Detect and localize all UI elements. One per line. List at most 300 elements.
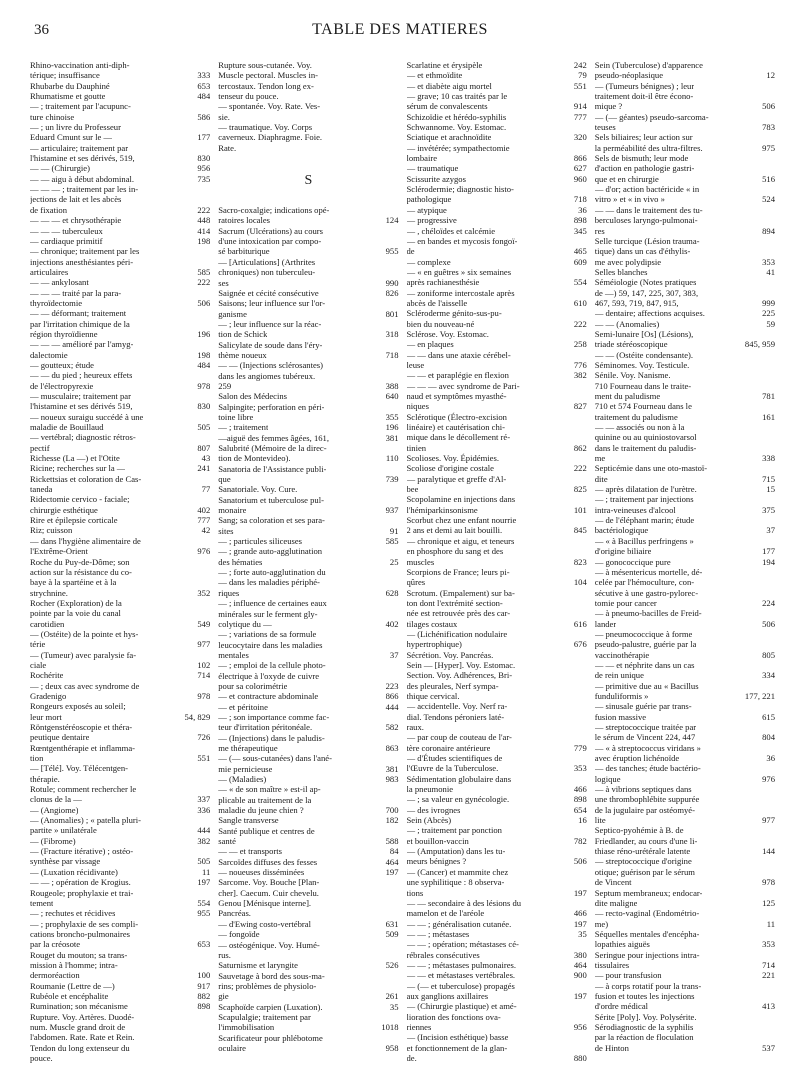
index-entry	[407, 567, 587, 577]
entry-text: Scléroderme génito-sus-pu-	[406, 308, 502, 319]
index-entry	[407, 836, 587, 846]
entry-page: 586	[197, 111, 211, 122]
entry-text: — (Tumeur) avec paralysie fa-	[30, 649, 137, 660]
entry-page: 777	[197, 515, 211, 526]
index-entry	[407, 960, 587, 970]
index-entry	[595, 515, 775, 525]
entry-page: 526	[385, 960, 399, 971]
entry-page: 715	[762, 473, 775, 484]
entry-text: — goutteux; étude	[30, 359, 94, 370]
index-entry	[595, 1043, 775, 1053]
entry-text: bactériologique	[594, 525, 649, 536]
entry-page: 777	[573, 111, 587, 122]
entry-page: 845	[573, 525, 587, 536]
entry-text: Selle turcique (Lésion trauma-	[594, 235, 700, 246]
entry-text: tissulaires	[594, 959, 630, 970]
entry-text: — (Chirurgie plastique) et amé-	[406, 1001, 517, 1012]
index-entry	[407, 412, 587, 422]
index-entry	[407, 257, 587, 267]
index-entry	[218, 805, 398, 815]
entry-text: qûres	[406, 577, 426, 588]
entry-text: — à mésentericus mortelle, dé-	[594, 566, 703, 577]
index-entry	[30, 494, 210, 504]
entry-text: Sécrétion. Voy. Pancréas.	[406, 649, 494, 660]
index-entry	[30, 484, 210, 494]
index-entry	[407, 370, 587, 380]
entry-page: 194	[762, 556, 775, 567]
index-entry	[30, 81, 210, 91]
index-entry	[30, 370, 210, 380]
entry-text: mie pernicieuse	[218, 763, 273, 774]
index-entry	[595, 836, 775, 846]
index-entry	[407, 381, 587, 391]
entry-text: fusion massive	[594, 711, 647, 722]
entry-text: toine libre	[218, 411, 254, 422]
index-entry	[218, 402, 398, 412]
entry-text: de Hinton	[594, 1042, 629, 1053]
entry-text: Rotule; comment rechercher le	[30, 784, 137, 795]
entry-text: logique	[594, 773, 621, 784]
index-entry	[595, 970, 775, 980]
entry-page: 506	[762, 101, 775, 112]
entry-text: ciale	[30, 659, 47, 670]
index-entry	[407, 267, 587, 277]
entry-page: 222	[197, 204, 211, 215]
entry-page: 585	[385, 536, 399, 547]
index-entry	[407, 660, 587, 670]
entry-page: 413	[762, 1001, 775, 1012]
index-entry	[218, 877, 398, 887]
entry-text: térique; insuffisance	[30, 70, 100, 81]
index-entry	[407, 391, 587, 401]
index-entry	[30, 298, 210, 308]
entry-page: 466	[573, 784, 587, 795]
entry-page: 960	[573, 173, 587, 184]
entry-page: 381	[385, 432, 399, 443]
index-entry	[407, 226, 587, 236]
entry-text: teur d'irritation péritonéale.	[218, 722, 313, 733]
entry-text: — — — ; traitement par les in-	[30, 184, 139, 195]
entry-text: l'hémiparkinsonisme	[406, 504, 478, 515]
page-title: TABLE DES MATIERES	[312, 21, 488, 38]
entry-text: muscles	[406, 556, 435, 567]
entry-text: Gradenigo	[30, 690, 67, 701]
entry-text: dite	[594, 473, 608, 484]
entry-text: — (— et tuberculose) propagés	[406, 980, 515, 991]
entry-page: 196	[385, 422, 399, 433]
index-entry	[595, 701, 775, 711]
entry-text: — (Maladies)	[218, 774, 267, 784]
index-entry	[218, 205, 398, 215]
index-entry	[595, 888, 775, 898]
index-entry	[407, 546, 587, 556]
entry-page: 700	[385, 805, 399, 816]
index-entry	[30, 350, 210, 360]
index-entry	[407, 484, 587, 494]
index-entry	[595, 567, 775, 577]
index-entry	[407, 629, 587, 639]
index-entry	[407, 588, 587, 598]
index-entry	[30, 670, 210, 680]
index-entry	[595, 991, 775, 1001]
index-entry	[218, 764, 398, 774]
index-entry	[218, 381, 398, 391]
index-entry	[595, 919, 775, 929]
index-entry	[407, 184, 587, 194]
entry-text: mique dans le décollement ré-	[406, 432, 511, 443]
index-entry	[218, 960, 398, 970]
index-entry	[407, 1012, 587, 1022]
index-entry	[595, 308, 775, 318]
index-entry	[595, 670, 775, 680]
index-entry	[218, 329, 398, 339]
entry-text: — et diabète aigu mortel	[406, 80, 492, 91]
index-entry	[407, 608, 587, 618]
entry-text: — — et transports	[218, 846, 282, 857]
index-entry	[407, 505, 587, 515]
index-entry	[407, 525, 587, 535]
entry-text: sé barbiturique	[218, 246, 270, 257]
index-entry	[218, 81, 398, 91]
entry-text: tère coronaire antérieure	[406, 742, 491, 753]
entry-text: Sénile. Voy. Nanisme.	[594, 370, 671, 381]
index-entry	[218, 588, 398, 598]
entry-text: — « en guêtres » six semaines	[406, 266, 512, 277]
index-entry	[218, 836, 398, 846]
index-entry	[407, 598, 587, 608]
entry-page: 41	[766, 266, 775, 277]
index-entry	[407, 432, 587, 442]
entry-text: — (Tumeurs bénignes) ; leur	[594, 80, 695, 91]
index-entry	[407, 722, 587, 732]
index-entry	[30, 515, 210, 525]
index-entry	[407, 712, 587, 722]
entry-text: pathologique	[406, 194, 452, 205]
entry-page: 830	[197, 153, 211, 164]
entry-page: 718	[385, 349, 399, 360]
index-entry	[407, 557, 587, 567]
entry-text: — [Articulations] (Arthrites	[218, 256, 316, 267]
index-entry	[595, 681, 775, 691]
index-entry	[218, 671, 398, 681]
index-entry	[595, 753, 775, 763]
index-entry	[218, 1033, 398, 1043]
index-entry	[595, 856, 775, 866]
index-entry	[218, 950, 398, 960]
entry-text: — — du pied ; heureux effets	[30, 370, 133, 381]
entry-text: de la jugulaire par ostéomyé-	[594, 804, 695, 815]
index-column-2	[218, 60, 398, 1065]
entry-text: vaccinothérapie	[594, 649, 650, 660]
index-entry	[218, 795, 398, 805]
entry-page: 196	[197, 328, 211, 339]
entry-page: 978	[197, 380, 211, 391]
index-entry	[407, 143, 587, 153]
entry-page: 84	[389, 846, 399, 857]
entry-text: 710 Fourneau dans le traite-	[594, 380, 692, 391]
entry-text: la pneumonie	[406, 784, 454, 795]
index-entry	[595, 381, 775, 391]
entry-text: Sein (Abcès)	[406, 815, 452, 826]
index-entry	[595, 505, 775, 515]
entry-text: dalectomie	[30, 349, 68, 360]
entry-text: injections anesthésiantes péri-	[30, 256, 134, 267]
index-entry	[595, 743, 775, 753]
index-entry	[218, 536, 398, 546]
entry-page: 676	[573, 639, 587, 650]
index-entry	[595, 712, 775, 722]
entry-text: — — secondaire à des lésions du	[406, 897, 522, 908]
index-entry	[30, 163, 210, 173]
entry-text: — d'Études scientifiques de	[406, 753, 503, 764]
index-entry	[407, 753, 587, 763]
entry-page: 506	[573, 856, 587, 867]
entry-text: — — (Anomalies)	[594, 318, 660, 329]
index-entry	[595, 898, 775, 908]
entry-text: Salon des Médecins	[218, 391, 287, 402]
index-entry	[407, 70, 587, 80]
entry-text: mission à l'homme; intra-	[30, 959, 118, 970]
entry-text: — à corps rotatif pour la trans-	[594, 980, 702, 991]
entry-text: Schwannome. Voy. Estomac.	[406, 122, 507, 133]
index-entry	[30, 1001, 210, 1011]
index-entry	[30, 60, 210, 70]
index-entry	[218, 236, 398, 246]
index-entry	[407, 1032, 587, 1042]
index-entry	[218, 567, 398, 577]
index-entry	[595, 215, 775, 225]
entry-page: 956	[573, 1021, 587, 1032]
index-entry	[30, 567, 210, 577]
entry-page: 999	[762, 297, 775, 308]
entry-page: 653	[197, 80, 211, 91]
entry-page: 77	[201, 484, 211, 495]
entry-text: gie	[218, 991, 229, 1002]
index-entry	[30, 877, 210, 887]
index-entry	[30, 215, 210, 225]
entry-page: 223	[385, 680, 399, 691]
entry-page: 16	[578, 815, 587, 826]
entry-page: 866	[573, 153, 587, 164]
index-entry	[407, 691, 587, 701]
index-entry	[30, 784, 210, 794]
entry-page: 464	[385, 856, 399, 867]
index-entry	[30, 536, 210, 546]
entry-text: par la créosote	[30, 939, 81, 950]
index-entry	[407, 298, 587, 308]
entry-text: Pancréas.	[218, 908, 251, 919]
entry-text: Scapulalgie; traitement par	[218, 1011, 311, 1022]
entry-text: — ; traitement par injections	[594, 494, 694, 505]
entry-text: des hématies	[218, 556, 263, 567]
index-entry	[30, 763, 210, 773]
index-entry	[595, 763, 775, 773]
index-entry	[30, 401, 210, 411]
entry-page: 336	[197, 804, 211, 815]
entry-page: 144	[762, 846, 775, 857]
index-entry	[595, 288, 775, 298]
entry-text: Rubéole et encéphalite	[30, 990, 109, 1001]
index-entry	[30, 991, 210, 1001]
index-entry	[30, 815, 210, 825]
entry-text: — grave; 10 cas traités par le	[406, 91, 508, 102]
entry-text: d'ordre médical	[594, 1001, 649, 1012]
index-entry	[218, 733, 398, 743]
entry-page: 537	[762, 1042, 775, 1053]
entry-text: Sanatorium et tuberculose pul-	[218, 494, 324, 505]
entry-page: 318	[385, 329, 399, 340]
entry-page: 718	[573, 194, 587, 205]
index-entry	[218, 815, 398, 825]
entry-text: sécutive à une gastro-pylorec-	[594, 587, 699, 598]
entry-text: Scrotum. (Empalement) sur ba-	[406, 587, 515, 598]
index-entry	[407, 639, 587, 649]
entry-page: 182	[385, 815, 399, 826]
entry-text: santé	[218, 836, 236, 847]
entry-text: — — — tuberculeux	[30, 225, 103, 236]
entry-text: — articulaire; traitement par	[30, 142, 129, 153]
entry-text: rins; problèmes de physiolo-	[218, 980, 317, 991]
index-entry	[595, 867, 775, 877]
entry-text: tilages costaux	[406, 618, 458, 629]
entry-page: 551	[197, 753, 211, 764]
entry-text: ratoires locales	[218, 215, 271, 226]
index-entry	[407, 122, 587, 132]
index-entry	[218, 484, 398, 494]
index-entry	[30, 639, 210, 649]
index-entry	[30, 474, 210, 484]
entry-page: 1018	[381, 1022, 399, 1033]
index-entry	[30, 774, 210, 784]
index-entry	[218, 70, 398, 80]
index-entry	[595, 267, 775, 277]
index-entry	[218, 101, 398, 111]
entry-text: Scorpions de France; leurs pi-	[406, 566, 510, 577]
entry-text: — ; rechutes et récidives	[30, 908, 116, 919]
entry-text: — des tanches; étude bactério-	[594, 763, 701, 774]
entry-text: — ; grande auto-agglutination	[218, 546, 323, 557]
index-entry	[218, 515, 398, 525]
index-entry	[595, 132, 775, 142]
entry-text: de l'électropyrexie	[30, 380, 94, 391]
entry-text: — , chéloïdes et calcémie	[406, 225, 496, 236]
index-entry	[595, 484, 775, 494]
index-entry	[30, 257, 210, 267]
section-letter: S	[304, 173, 313, 189]
entry-text: — — et néphrite dans un cas	[594, 659, 695, 670]
index-entry	[218, 412, 398, 422]
entry-text: ganisme	[218, 308, 247, 319]
entry-page: 79	[578, 70, 587, 81]
index-entry	[30, 412, 210, 422]
entry-text: — (Fibrome)	[30, 835, 76, 846]
entry-text: de fixation	[30, 204, 67, 215]
entry-text: — streptococcique d'origine	[594, 856, 692, 867]
entry-page: 955	[197, 908, 211, 919]
entry-page: 484	[197, 359, 211, 370]
entry-text: — et contracture abdominale	[218, 691, 319, 702]
entry-text: abcès de l'aisselle	[406, 297, 468, 308]
entry-page: 197	[573, 887, 587, 898]
entry-page: 955	[385, 246, 399, 257]
entry-text: me)	[594, 918, 609, 929]
entry-text: Scarlatine et érysipèle	[406, 60, 483, 70]
entry-text: Rochérite	[30, 670, 64, 681]
entry-page: 866	[385, 691, 399, 702]
index-entry	[218, 391, 398, 401]
entry-text: l'histamine et ses dérivés 519,	[30, 401, 133, 412]
entry-text: pseudo-néoplasique	[594, 70, 664, 81]
entry-page: 807	[197, 442, 211, 453]
index-entry	[407, 246, 587, 256]
index-entry	[407, 463, 587, 473]
entry-page: 549	[197, 618, 211, 629]
index-entry	[30, 908, 210, 918]
entry-text: Eduard Cmunt sur le —	[30, 132, 113, 143]
entry-page: 333	[197, 70, 211, 81]
index-entry	[595, 846, 775, 856]
index-entry	[218, 474, 398, 484]
index-entry	[407, 763, 587, 773]
entry-page: 11	[766, 918, 775, 929]
entry-text: — d'or; action bactéricide « in	[594, 184, 700, 195]
entry-page: 640	[385, 391, 399, 402]
index-entry	[407, 805, 587, 815]
entry-text: lopathies aiguës	[594, 939, 650, 950]
entry-text: tercostaux. Tendon long ex-	[218, 80, 314, 91]
index-entry	[218, 60, 398, 70]
index-entry	[218, 660, 398, 670]
entry-page: 464	[573, 959, 587, 970]
index-entry	[30, 1012, 210, 1022]
entry-page: 177, 221	[744, 690, 775, 701]
index-entry	[595, 205, 775, 215]
entry-page: 221	[762, 970, 775, 981]
entry-text: plicable au traitement de la	[218, 794, 312, 805]
entry-page: 320	[573, 132, 587, 143]
entry-text: dans le traitement du paludis-	[594, 442, 697, 453]
entry-text: Sang; sa coloration et ses para-	[218, 515, 325, 526]
entry-page: 956	[197, 163, 211, 174]
entry-text: mentales	[218, 649, 249, 660]
index-entry	[407, 288, 587, 298]
index-entry	[595, 422, 775, 432]
entry-text: leucocytaire dans les maladies	[218, 639, 323, 650]
entry-text: — accidentelle. Voy. Nerf ra-	[406, 701, 508, 712]
index-entry	[595, 1032, 775, 1042]
index-entry	[407, 825, 587, 835]
index-entry	[407, 1001, 587, 1011]
index-entry	[218, 929, 398, 939]
entry-page: 382	[197, 835, 211, 846]
entry-text: Section. Voy. Adhérences, Bri-	[406, 670, 513, 681]
entry-page: 506	[762, 618, 775, 629]
entry-text: Sanatoria de l'Assistance publi-	[218, 463, 327, 474]
entry-text: Séminomes. Voy. Testicule.	[594, 359, 690, 370]
entry-text: la perméabilité des ultra-filtres.	[594, 142, 703, 153]
entry-text: — noueux suraigu succédé à une	[30, 411, 144, 422]
entry-text: strychnine.	[30, 587, 68, 598]
entry-text: tion de Montevideo).	[218, 453, 291, 464]
index-entry	[407, 350, 587, 360]
entry-page: 375	[762, 504, 775, 515]
index-entry	[30, 794, 210, 804]
index-entry	[595, 236, 775, 246]
entry-text: Scaphoïde carpien (Luxation).	[218, 1001, 323, 1012]
index-entry	[30, 753, 210, 763]
entry-text: Scissurite azygos	[406, 173, 466, 184]
index-entry	[407, 867, 587, 877]
